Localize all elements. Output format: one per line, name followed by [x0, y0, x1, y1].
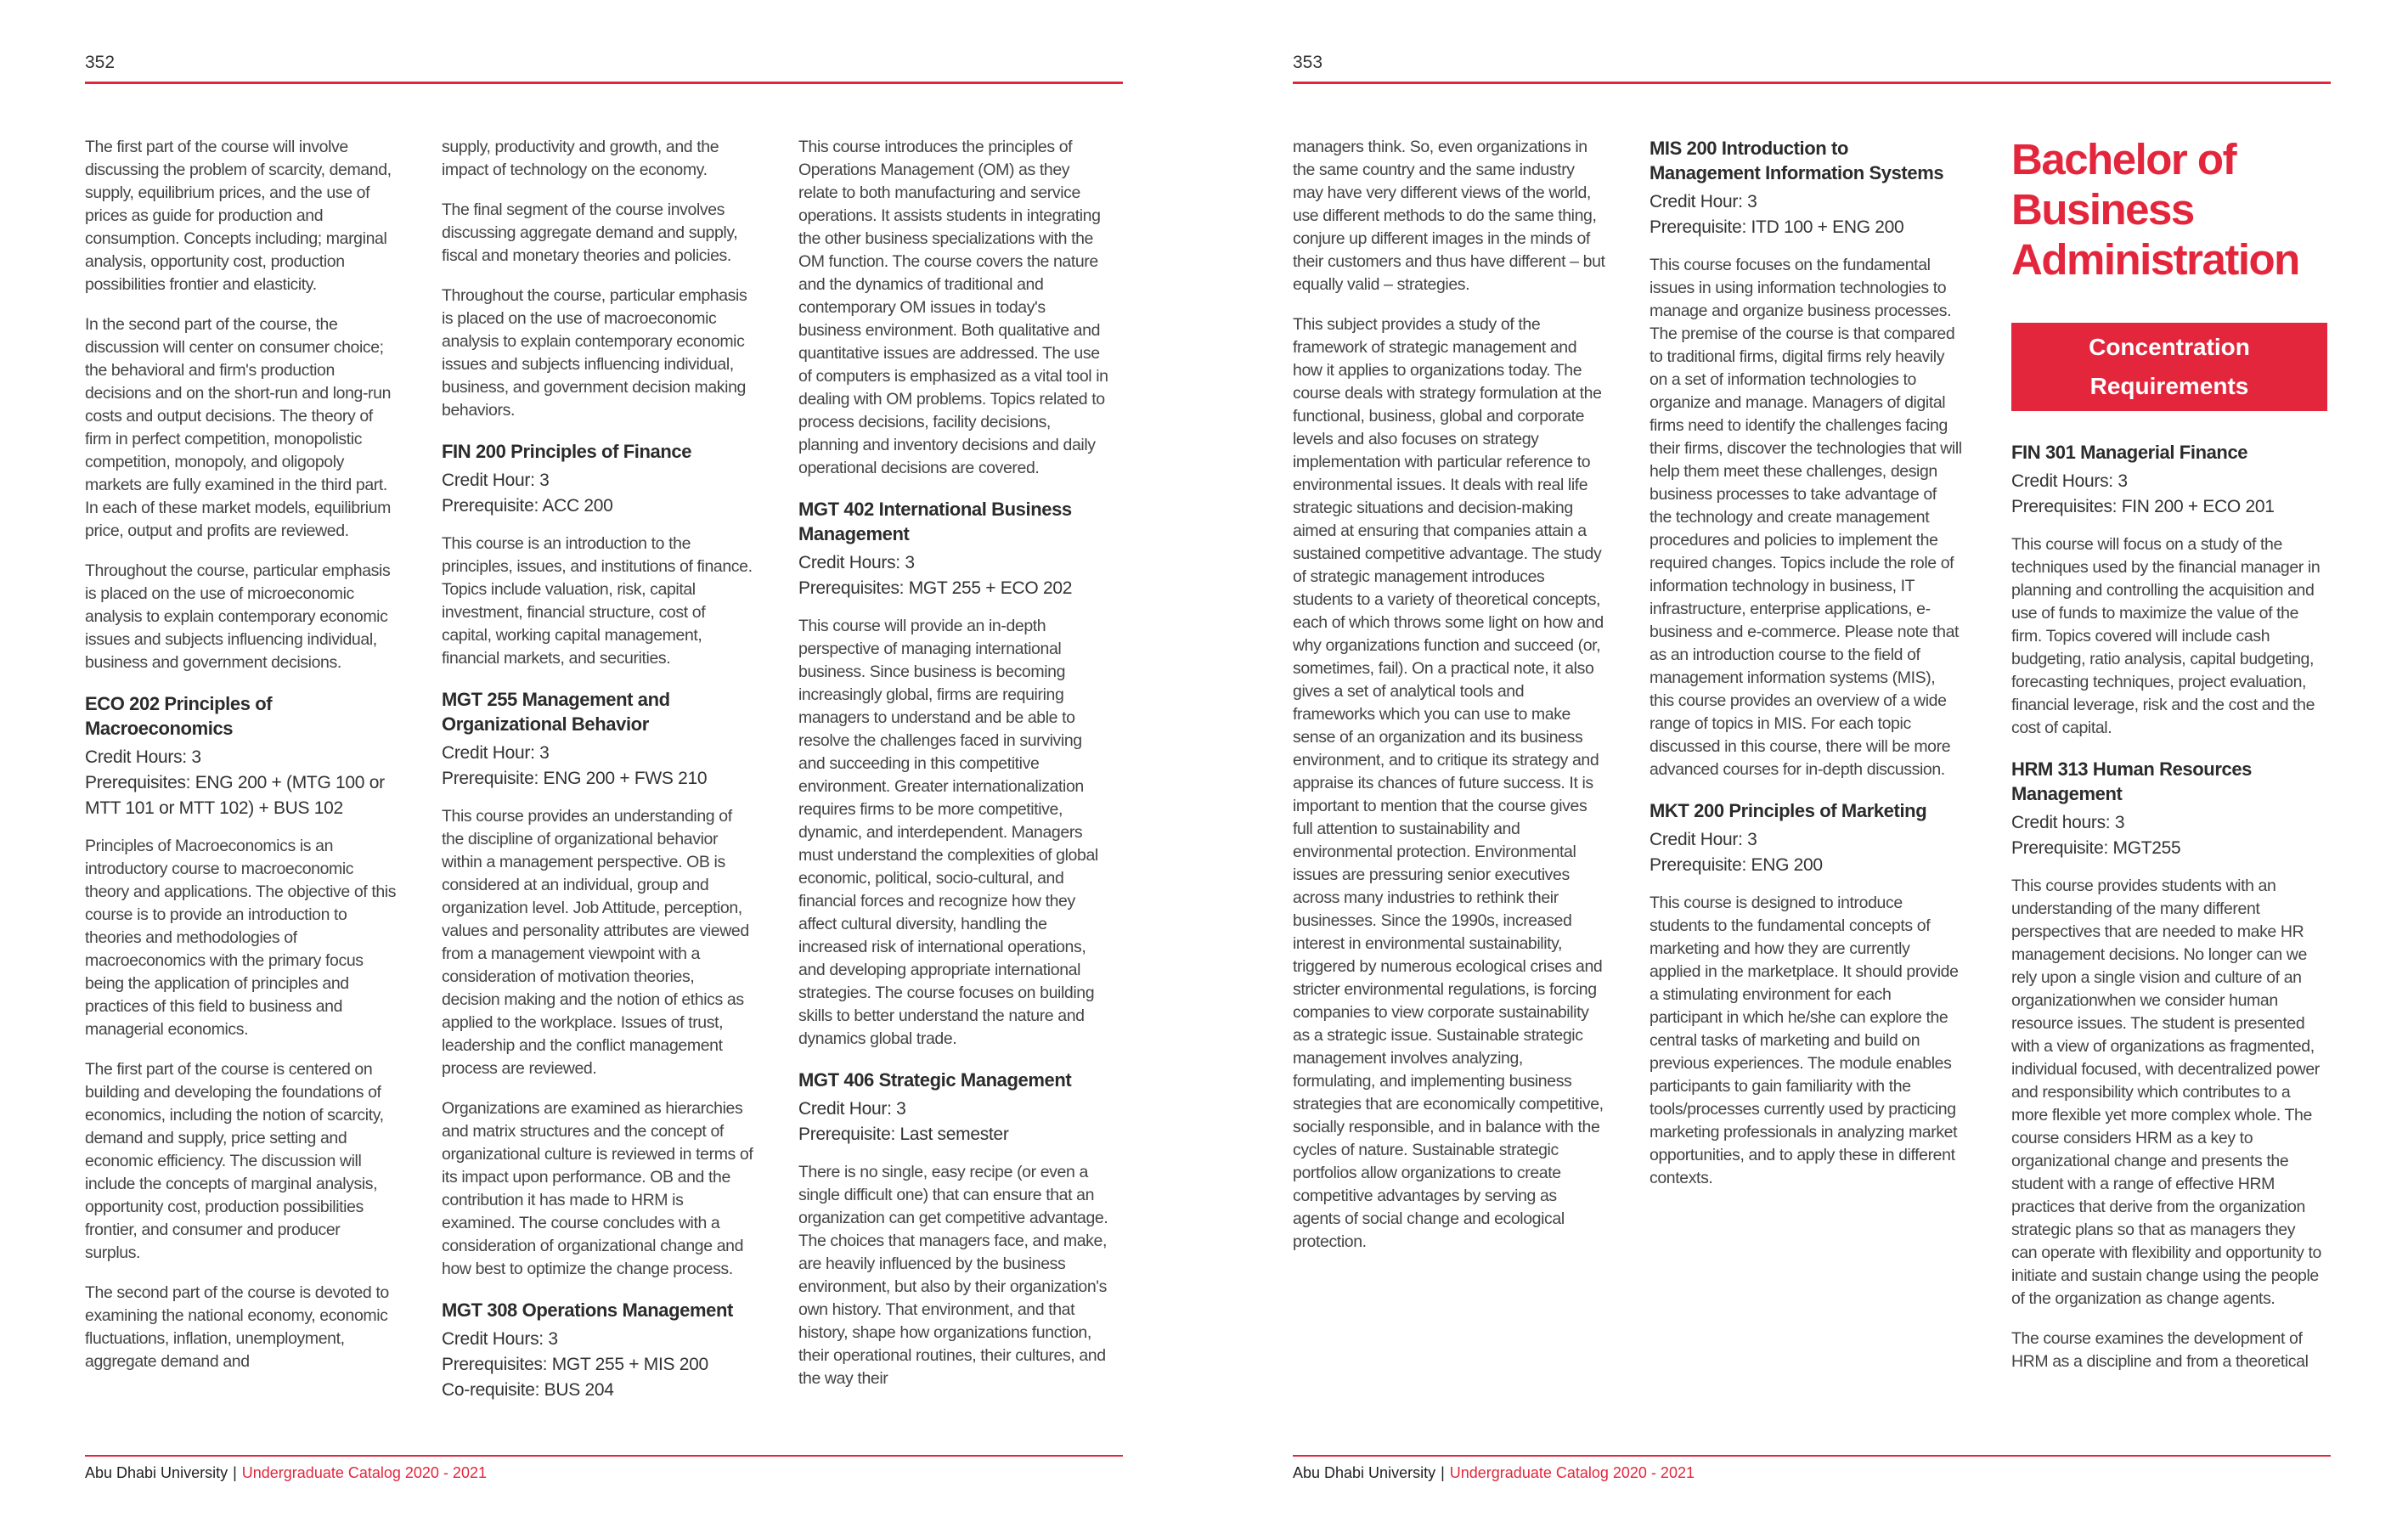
- paragraph: There is no single, easy recipe (or even a single difficult one) that can ensure that an organization can get competitive advantage. The choices that managers face, and make, are heavily influenced by the business environment, but also by their organization's own history. That environment, and that history, shape how organizations function, their operational routines, their cultures, and the way their: [798, 1163, 1108, 1388]
- footer-university: Abu Dhabi University: [85, 1464, 228, 1481]
- right-footer-rule: [1293, 1455, 2331, 1457]
- paragraph: This course provides an understanding of the discipline of organizational behavior within a management perspective. OB is considered at an individual, group and organization level. Job Attitude, perception, values and personality attributes are viewed from a management viewpoint with a consideration of motivation theories, decision making and the notion of ethics as applied to the workplace. Issues of trust, leadership and the conflict management process are reviewed.: [442, 807, 749, 1078]
- course-title-mgt406: MGT 406 Strategic Management: [798, 1069, 1072, 1091]
- paragraph: This course is an introduction to the principles, issues, and institutions of finance. Topics include valuation, risk, capital investment, financial structure, cost of capital, working capital management, financial markets, and securities.: [442, 534, 753, 668]
- credit-hours: Credit Hours: 3: [798, 553, 915, 572]
- left-column-1: [85, 136, 398, 1390]
- paragraph: The second part of the course is devoted to examining the national economy, economic fluctuations, inflation, unemployment, aggregate demand and: [85, 1283, 389, 1371]
- prerequisites: Prerequisite: ENG 200 + FWS 210: [442, 769, 708, 788]
- credit-hours: Credit hours: 3: [2011, 813, 2125, 832]
- course-title-mgt255: MGT 255 Management and Organizational Behavior: [442, 689, 670, 735]
- paragraph: In the second part of the course, the discussion will center on consumer choice; the behavioral and firm's production decisions and on the short-run and long-run costs and output decisions. The theory of firm in perfect competition, monopolistic competition, monopoly, and oligopoly markets are fully examined in the third part. In each of these market models, equilibrium price, output and profits are reviewed.: [85, 315, 392, 540]
- left-footer: [85, 1464, 487, 1482]
- paragraph: This course will provide an in-depth perspective of managing international business. Since business is becoming increasingly global, firms are requiring managers to understand and be able to resolve the challenges faced in surviving and succeeding in this competitive environment. Greater internationalization requires firms to be more competitive, dynamic, and interdependent. Managers must understand the complexities of global economic, political, socio-cultural, and financial forces and recognize how they affect cultural diversity, handling the increased risk of international operations, and developing appropriate international strategies. The course focuses on building skills to better understand the nature and dynamics global trade.: [798, 617, 1098, 1048]
- paragraph: This course focuses on the fundamental issues in using information technologies to manage and organize business processes. The premise of the course is that compared to traditional firms, digital firms rely heavily on a set of information technologies to organize and manage. Managers of digital firms need to identify the challenges facing their firms, discover the technologies that will help them meet these challenges, design business processes to take advantage of the technology and create management procedures and policies to implement the required changes. Topics include the role of information technology in business, IT infrastructure, enterprise applications, e-business and e-commerce. Please note that as an introduction course to the field of management information systems (MIS), this course provides an overview of a wide range of topics in MIS. For each topic discussed in this course, there will be more advanced courses for in-depth discussion.: [1650, 256, 1962, 779]
- paragraph: supply, productivity and growth, and the impact of technology on the economy.: [442, 138, 719, 179]
- right-column-1: [1293, 136, 1605, 1271]
- footer-university: Abu Dhabi University: [1293, 1464, 1436, 1481]
- paragraph: managers think. So, even organizations in the same country and the same industry may have very different views of the world, use different methods to do the same thing, conjure up different images in the minds of their customers and thus have different – but equally valid – strategies.: [1293, 138, 1605, 294]
- course-title-fin200: FIN 200 Principles of Finance: [442, 441, 692, 462]
- footer-separator: |: [1441, 1464, 1445, 1481]
- paragraph: The course examines the development of HRM as a discipline and from a theoretical: [2011, 1329, 2309, 1371]
- course-title-eco202: ECO 202 Principles of Macroeconomics: [85, 693, 273, 739]
- credit-hours: Credit Hour: 3: [1650, 192, 1757, 211]
- prerequisites: Prerequisites: ENG 200 + (MTG 100 or MTT 101 or MTT 102) + BUS 102: [85, 773, 385, 818]
- box-line-1: Concentration: [2089, 334, 2250, 360]
- left-column-2: [442, 136, 754, 1403]
- prerequisites: Prerequisite: Last semester: [798, 1125, 1009, 1144]
- paragraph: The first part of the course is centered on building and developing the foundations of economics, including the notion of scarcity, demand and supply, price setting and economic efficiency. The discussion will include the concepts of marginal analysis, opportunity cost, production possibilities frontier, and consumer and producer surplus.: [85, 1060, 384, 1262]
- footer-separator: |: [233, 1464, 237, 1481]
- credit-hours: Credit Hour: 3: [1650, 830, 1757, 849]
- left-header-rule: [85, 82, 1123, 84]
- box-line-2: Requirements: [2089, 373, 2249, 399]
- paragraph: The first part of the course will involve discussing the problem of scarcity, demand, supply, equilibrium prices, and the use of prices as guide for production and consumption. Concepts including; marginal analysis, opportunity cost, production possibilities frontier and elasticity.: [85, 138, 392, 294]
- prerequisites: Prerequisites: MGT 255 + MIS 200: [442, 1355, 708, 1374]
- course-title-mgt308: MGT 308 Operations Management: [442, 1299, 733, 1321]
- prerequisites: Prerequisite: ENG 200: [1650, 855, 1823, 875]
- right-column-3: [2011, 440, 2324, 1390]
- prerequisites: Prerequisite: MGT255: [2011, 838, 2181, 858]
- paragraph: Throughout the course, particular emphasis is placed on the use of microeconomic analysis to explain contemporary economic issues and subjects influencing individual, business and government decisions.: [85, 561, 391, 672]
- credit-hours: Credit Hour: 3: [442, 471, 550, 490]
- paragraph: Principles of Macroeconomics is an introductory course to macroeconomic theory and applications. The objective of this course is to provide an introduction to theories and methodologies of macroeconomics with the primary focus being the application of principles and practices of this field to business and managerial economics.: [85, 837, 397, 1039]
- paragraph: This course will focus on a study of the techniques used by the financial manager in planning and controlling the acquisition and use of funds to maximize the value of the firm. Topics covered will include cash budgeting, ratio analysis, capital budgeting, forecasting techniques, project evaluation, financial leverage, risk and the cost and the cost of capital.: [2011, 535, 2321, 737]
- left-column-3: [798, 136, 1111, 1407]
- paragraph: This course provides students with an understanding of the many different perspectives that are needed to make HR management decisions. No longer can we rely upon a single vision and culture of an organizationwhen we consider human resource issues. The student is presented with a view of organizations as fragmented, individual focused, with decentralized power and responsibility which contributes to a more flexible yet more complex whole. The course considers HRM as a key to organizational change and presents the student with a range of effective HRM practices that derive from the organization strategic plans so that as managers they can operate with flexibility and opportunity to initiate and sustain change using the people of the organization as change agents.: [2011, 877, 2321, 1308]
- co-requisite: Co-requisite: BUS 204: [442, 1380, 614, 1400]
- paragraph: This course is designed to introduce students to the fundamental concepts of marketing and how they are currently applied in the marketplace. It should provide a stimulating environment for each participant in which he/she can explore the central tasks of marketing and build on previous experiences. The module enables participants to gain familiarity with the tools/processes currently used by practicing marketing professionals in analyzing market opportunities, and to apply these in different contexts.: [1650, 894, 1959, 1187]
- course-title-mkt200: MKT 200 Principles of Marketing: [1650, 800, 1927, 821]
- left-page-number: 352: [85, 53, 116, 72]
- prerequisites: Prerequisite: ITD 100 + ENG 200: [1650, 217, 1904, 237]
- right-page-number: 353: [1293, 53, 1323, 72]
- course-title-mis200: MIS 200 Introduction to Management Information Systems: [1650, 138, 1944, 183]
- course-title-hrm313: HRM 313 Human Resources Management: [2011, 758, 2253, 804]
- prerequisites: Prerequisites: FIN 200 + ECO 201: [2011, 497, 2275, 516]
- paragraph: This course introduces the principles of Operations Management (OM) as they relate to both manufacturing and service operations. It assists students in integrating the other business specializations with the OM function. The course covers the nature and the dynamics of traditional and contemporary OM issues in today's business environment. Both qualitative and quantitative issues are addressed. The use of computers is emphasized as a vital tool in dealing with OM problems. Topics related to process decisions, facility decisions, planning and inventory decisions and daily operational decisions are covered.: [798, 138, 1108, 477]
- paragraph: The final segment of the course involves discussing aggregate demand and supply, fiscal and monetary theories and policies.: [442, 200, 738, 265]
- course-title-fin301: FIN 301 Managerial Finance: [2011, 442, 2248, 463]
- credit-hours: Credit Hour: 3: [442, 743, 550, 763]
- paragraph: This subject provides a study of the framework of strategic management and how it applies to organizations today. The course deals with strategy formulation at the functional, business, global and corporate levels and also focuses on strategy implementation with particular reference to environmental issues. It deals with real life strategic situations and decision-making aimed at ensuring that companies attain a sustained competitive advantage. The study of strategic management introduces students to a variety of theoretical concepts, each of which throws some light on how and why organizations function and succeed (or, sometimes, fail). On a practical note, it also gives a set of analytical tools and frameworks which you can use to make sense of an organization and its business environment, and to critique its strategy and appraise its chances of future success. It is important to mention that the course gives full attention to sustainability and environmental protection. Environmental issues are pressuring senior executives across many industries to rethink their businesses. Since the 1990s, increased interest in environmental sustainability, triggered by numerous ecological crises and stricter environmental regulations, is forcing companies to view corporate sustainability as a strategic issue. Sustainable strategic management involves analyzing, formulating, and implementing business strategies that are economically competitive, socially responsible, and in balance with the cycles of nature. Sustainable strategic portfolios allow organizations to create competitive advantages by serving as agents of social change and ecological protection.: [1293, 315, 1604, 1251]
- paragraph: Throughout the course, particular emphasis is placed on the use of macroeconomic analysis to explain contemporary economic issues and subjects influencing individual, business, and government decision making behaviors.: [442, 286, 747, 420]
- right-footer: [1293, 1464, 1695, 1482]
- paragraph: Organizations are examined as hierarchies and matrix structures and the concept of organizational culture is reviewed in terms of its impact upon performance. OB and the contribution it has made to HRM is examined. The course concludes with a consideration of organizational change and how best to optimize the change process.: [442, 1099, 753, 1278]
- right-header-rule: [1293, 82, 2331, 84]
- credit-hours: Credit Hours: 3: [2011, 471, 2128, 491]
- concentration-requirements-box: [2011, 323, 2327, 411]
- credit-hours: Credit Hour: 3: [798, 1099, 906, 1119]
- course-title-mgt402: MGT 402 International Business Management: [798, 499, 1072, 544]
- credit-hours: Credit Hours: 3: [442, 1329, 558, 1349]
- prerequisites: Prerequisite: ACC 200: [442, 496, 613, 516]
- prerequisites: Prerequisites: MGT 255 + ECO 202: [798, 578, 1073, 598]
- credit-hours: Credit Hours: 3: [85, 747, 201, 767]
- footer-catalog: Undergraduate Catalog 2020 - 2021: [241, 1464, 487, 1481]
- footer-catalog: Undergraduate Catalog 2020 - 2021: [1449, 1464, 1695, 1481]
- program-title: Bachelor of Business Administration: [2011, 135, 2299, 284]
- right-column-2: [1650, 136, 1962, 1207]
- left-footer-rule: [85, 1455, 1123, 1457]
